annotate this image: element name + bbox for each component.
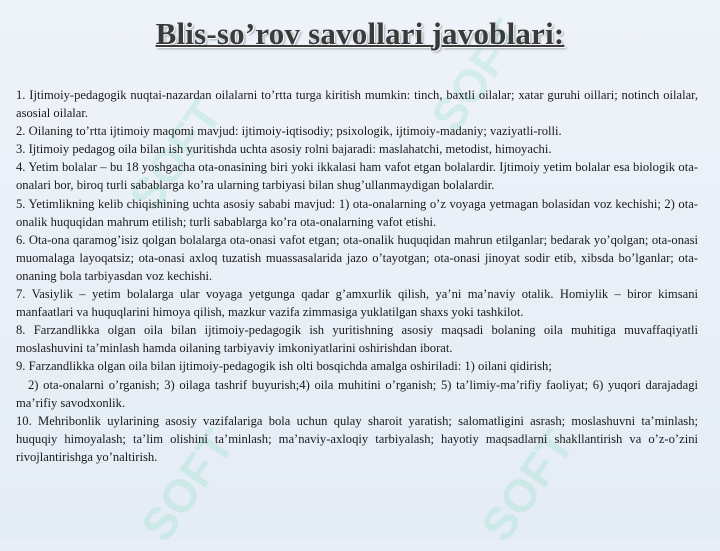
answer-paragraph: 2. Oilaning to’rtta ijtimoiy maqomi mavjud: ijtimoiy-iqtisodiy; psixologik, ijtimoiy-madaniy; vaziyatli-rolli. bbox=[16, 124, 562, 139]
answer-paragraph: 1. Ijtimoiy-pedagogik nuqtai-nazardan oilalarni to’rtta turga kiritish mumkin: tinch, baxtli oilalar; xatar guruhi oillari; notinch oilalar, asosial oilalar. bbox=[16, 88, 698, 121]
answer-paragraph: 9. Farzandlikka olgan oila bilan ijtimoiy-pedagogik ish olti bosqichda amalga oshiriladi: 1) oilani qidirish; bbox=[16, 359, 552, 374]
page-title: Blis-so’rov savollari javoblari: bbox=[155, 16, 565, 51]
answer-paragraph: 6. Ota-ona qaramog’isiz qolgan bolalarga ota-onasi vafot etgan; ota-onalik huquqidan mahrun etilganlar; bedarak yo’qolgan; ota-onasi muomalaga layoqatsiz; ota-onasi axloq tuzatish muassasalarida jazo o’tayotgan; ota-onasi jinoyat sodir etib, xibsda bo’lganlar; ota-onaning bola tarbiyasdan voz kechishi. bbox=[16, 232, 698, 283]
watermark-text: SOFT bbox=[420, 10, 534, 141]
answer-paragraph: 4. Yetim bolalar – bu 18 yoshgacha ota-onasining biri yoki ikkalasi ham vafot etgan bolalardir. Ijtimoiy yetim bolalar esa biologik ota-onalari bor, biroq turli sabablarga ko’ra ularning tarbiyasi bilan shug’ullanmaydigan bolalardir. bbox=[16, 160, 698, 193]
answer-paragraph: 8. Farzandlikka olgan oila bilan ijtimoiy-pedagogik ish yuritishning asosiy maqsadi bolaning oila muhitiga muvaffaqiyatli moslashuvini ta’minlash hamda oilaning tarbiyaviy imkoniyatlarini oshirishdan iborat. bbox=[16, 323, 698, 356]
answer-paragraph: 7. Vasiylik – yetim bolalarga ular voyaga yetgunga qadar g’amxurlik qilish, ya’ni ma’naviy otalik. Homiylik – biror kimsani manfaatlari va huquqlarini himoya qilish, mazkur vazifa zimmasiga yuklatilgan shaxs yoki tashkilot. bbox=[16, 287, 698, 320]
watermark-text: SOFT bbox=[130, 420, 244, 551]
answer-paragraph: 3. Ijtimoiy pedagog oila bilan ish yuritishda uchta asosiy rolni bajaradi: maslahatchi, metodist, himoyachi. bbox=[16, 142, 552, 157]
watermark-text: SOFT bbox=[470, 420, 584, 551]
answer-paragraph: 10. Mehribonlik uylarining asosiy vazifalariga bola uchun qulay sharoit yaratish; salomatligini asrash; moslashuvni ta’minlash; huquqiy himoyalash; ta’lim olishini ta’minlash; ma’naviy-axloqiy tarbiyalash; hayotiy maqsadlarni shakllantirish va o’z-o’zini rivojlantirishga yo’naltirish. bbox=[16, 413, 698, 464]
watermark-text: SOFT bbox=[118, 90, 232, 221]
answers-text-block bbox=[16, 86, 698, 466]
answer-paragraph: 2) ota-onalarni o’rganish; 3) oilaga tashrif buyurish;4) oila muhitini o’rganish; 5) ta’limiy-ma’rifiy faoliyat; 6) yuqori darajadagi ma’rifiy savodxonlik. bbox=[16, 377, 698, 410]
answer-paragraph: 5. Yetimlikning kelib chiqishining uchta asosiy sababi mavjud: 1) ota-onalarning o’z voyaga yetmagan bolasidan voz kechishi; 2) ota-onalik huquqidan mahrum etilish; turli sabablarga ko’ra ota-onalarning vafot etishi. bbox=[16, 196, 698, 229]
